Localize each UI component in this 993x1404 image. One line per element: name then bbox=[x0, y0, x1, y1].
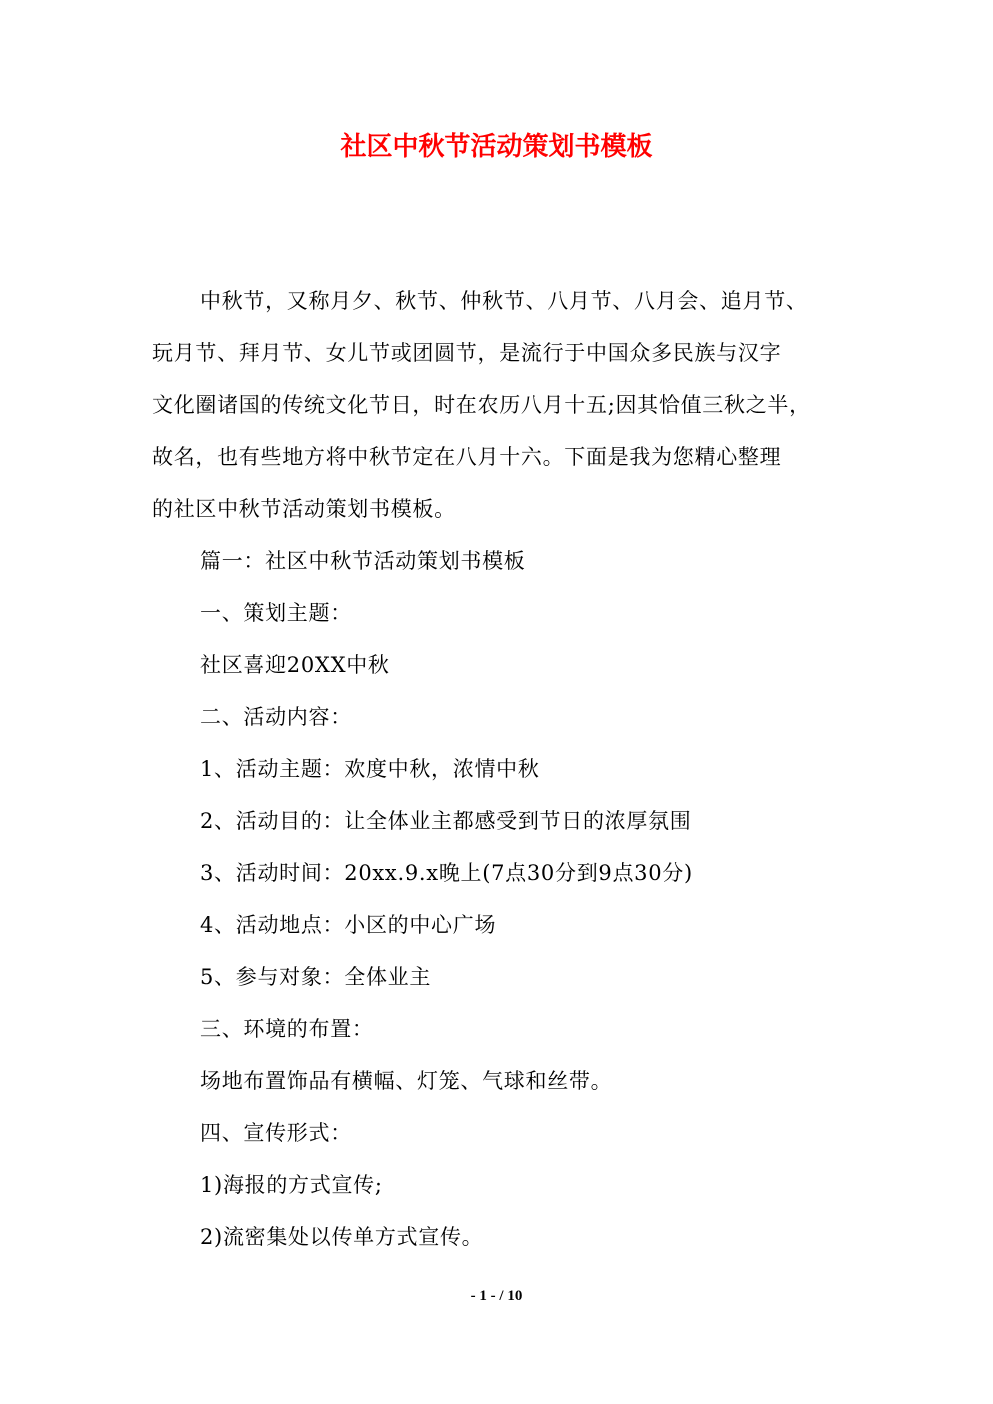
section-heading-theme: 一、策划主题： bbox=[200, 601, 352, 625]
section-heading-content: 二、活动内容： bbox=[200, 705, 352, 729]
section-heading-part-one: 篇一：社区中秋节活动策划书模板 bbox=[200, 549, 526, 573]
content-item-1: 1、活动主题：欢度中秋，浓情中秋 bbox=[200, 757, 540, 781]
section-heading-environment: 三、环境的布置： bbox=[200, 1017, 374, 1041]
intro-line-5: 的社区中秋节活动策划书模板。 bbox=[152, 497, 456, 521]
promotion-item-2: 2)流密集处以传单方式宣传。 bbox=[200, 1225, 484, 1249]
intro-line-3: 文化圈诸国的传统文化节日，时在农历八月十五;因其恰值三秋之半， bbox=[152, 393, 811, 417]
content-item-2: 2、活动目的：让全体业主都感受到节日的浓厚氛围 bbox=[200, 809, 692, 833]
intro-line-2: 玩月节、拜月节、女儿节或团圆节，是流行于中国众多民族与汉字 bbox=[152, 341, 782, 365]
document-title: 社区中秋节活动策划书模板 bbox=[340, 132, 653, 162]
content-item-3: 3、活动时间：20xx.9.x晚上(7点30分到9点30分) bbox=[200, 861, 693, 885]
theme-text: 社区喜迎20XX中秋 bbox=[200, 653, 390, 677]
intro-line-1: 中秋节，又称月夕、秋节、仲秋节、八月节、八月会、追月节、 bbox=[200, 289, 808, 313]
promotion-item-1: 1)海报的方式宣传; bbox=[200, 1173, 383, 1197]
content-item-5: 5、参与对象：全体业主 bbox=[200, 965, 432, 989]
page-number: - 1 - / 10 bbox=[470, 1288, 523, 1304]
environment-text: 场地布置饰品有横幅、灯笼、气球和丝带。 bbox=[200, 1069, 613, 1093]
section-heading-promotion: 四、宣传形式： bbox=[200, 1121, 352, 1145]
intro-line-4: 故名，也有些地方将中秋节定在八月十六。下面是我为您精心整理 bbox=[152, 445, 782, 469]
content-item-4: 4、活动地点：小区的中心广场 bbox=[200, 913, 497, 937]
